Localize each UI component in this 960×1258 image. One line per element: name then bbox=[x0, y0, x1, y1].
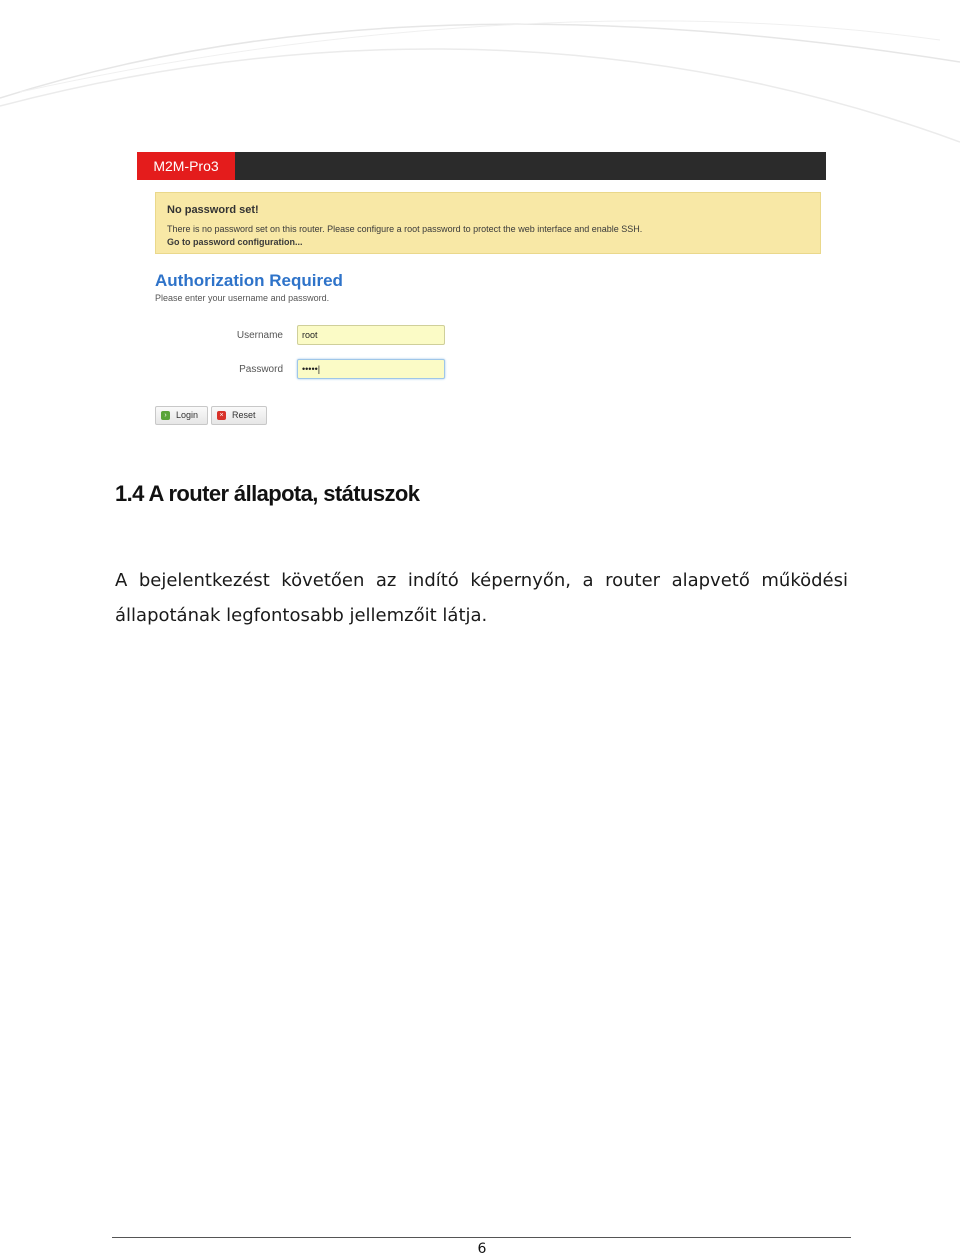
footer-divider bbox=[112, 1237, 851, 1238]
auth-subtitle: Please enter your username and password. bbox=[155, 293, 330, 303]
no-password-alert bbox=[155, 192, 821, 254]
password-label: Password bbox=[239, 364, 283, 375]
reset-x-icon: × bbox=[217, 411, 226, 420]
alert-title: No password set! bbox=[167, 204, 259, 216]
username-label: Username bbox=[236, 330, 283, 341]
login-arrow-icon: › bbox=[161, 411, 170, 420]
reset-button[interactable] bbox=[211, 406, 267, 425]
router-topbar bbox=[137, 152, 826, 180]
alert-message: There is no password set on this router. Please configure a root password to protect the web interface and enable SSH. bbox=[167, 224, 643, 234]
login-button-label: Login bbox=[176, 410, 199, 420]
login-button[interactable] bbox=[155, 406, 208, 425]
username-input[interactable]: root bbox=[297, 325, 445, 345]
header-decorative-swoosh bbox=[0, 0, 960, 160]
router-brand-logo[interactable]: M2M-Pro3 bbox=[137, 152, 235, 180]
password-input[interactable]: •••••| bbox=[297, 359, 445, 379]
auth-title: Authorization Required bbox=[155, 271, 343, 290]
password-config-link[interactable]: Go to password configuration... bbox=[167, 237, 303, 247]
body-paragraph: A bejelentkezést követően az indító képernyőn, a router alapvető működési állapotának legfontosabb jellemzőit látja. bbox=[115, 570, 848, 626]
reset-button-label: Reset bbox=[232, 410, 256, 420]
router-login-screenshot bbox=[137, 152, 826, 432]
section-heading: 1.4 A router állapota, státuszok bbox=[115, 481, 420, 506]
page-number: 6 bbox=[477, 1241, 487, 1257]
